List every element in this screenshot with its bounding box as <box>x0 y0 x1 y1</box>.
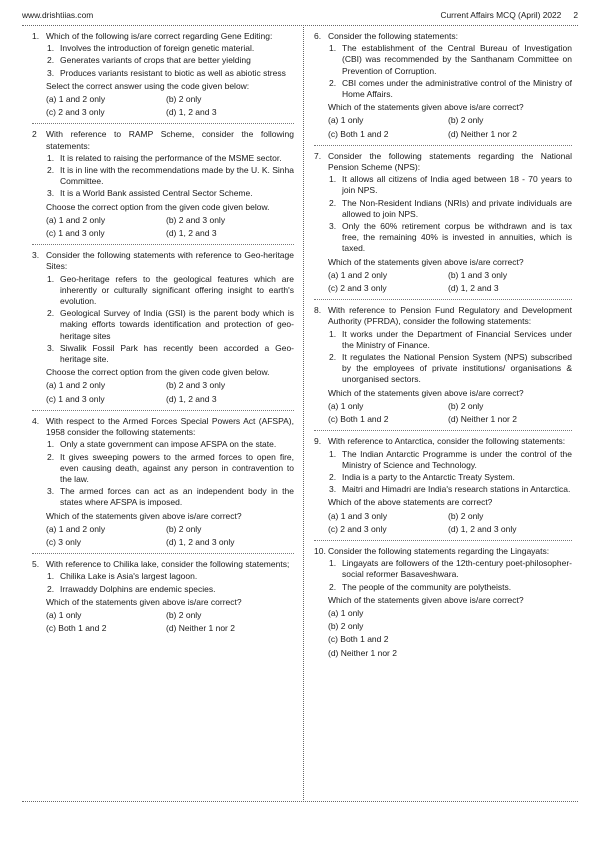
statement-number: 2. <box>47 451 55 462</box>
question-body <box>314 329 572 426</box>
statement-text: It is related to raising the performance of the MSME sector. <box>60 152 282 163</box>
question-separator <box>32 123 294 124</box>
statement-text: The Non-Resident Indians (NRIs) and private individuals are allowed to join NPS. <box>342 197 572 219</box>
statement-text: Chilika Lake is Asia's largest lagoon. <box>60 571 198 582</box>
answer-option: (b) 2 only <box>166 523 202 534</box>
question-number: 7. <box>314 150 322 161</box>
statement-item <box>328 43 572 77</box>
statement-item <box>328 329 572 351</box>
answer-option: (a) 1 and 2 only <box>328 269 388 280</box>
question-number: 9. <box>314 436 322 447</box>
question-header <box>314 151 572 173</box>
question-text: With reference to Antarctica, consider the following statements: <box>328 436 566 447</box>
statement-number: 1. <box>329 174 337 185</box>
statement-number: 3. <box>329 484 337 495</box>
question-separator <box>32 244 294 245</box>
answer-option: (a) 1 only <box>328 607 364 618</box>
statement-text: It is a World Bank assisted Central Sector Scheme. <box>60 188 253 199</box>
statement-item <box>46 153 294 164</box>
statement-item <box>46 486 294 508</box>
question-block <box>314 436 572 535</box>
statement-text: Generates variants of crops that are better yielding <box>60 55 251 66</box>
answer-option: (a) 1 and 2 only <box>46 523 106 534</box>
answer-option: (d) 1, 2 and 3 <box>166 393 217 404</box>
question-header <box>314 546 572 557</box>
answer-option: (a) 1 only <box>328 115 364 126</box>
statement-number: 3. <box>47 67 55 78</box>
question-prompt: Which of the statements given above is/are correct? <box>46 596 242 607</box>
question-separator <box>32 410 294 411</box>
question-header <box>32 250 294 272</box>
statement-text: It allows all citizens of India aged between 18 - 70 years to join NPS. <box>342 174 572 196</box>
statement-number: 2. <box>47 165 55 176</box>
question-number: 1. <box>32 31 40 41</box>
answer-option: (c) 1 and 3 only <box>46 393 105 404</box>
answer-option: (b) 2 only <box>448 400 484 411</box>
statement-text: Geo-heritage refers to the geological features which are inherently or culturally significant offering insight to earth's evolution. <box>60 273 294 307</box>
question-header <box>32 559 294 570</box>
question-header <box>32 31 294 42</box>
statement-text: Maitri and Himadri are India's research stations in Antarctica. <box>342 484 571 495</box>
left-column <box>32 31 294 638</box>
statement-text: The establishment of the Central Bureau of Investigation (CBI) was recommended by the Santhanam Committee on Prevention of Corruption. <box>342 43 572 76</box>
question-body <box>314 558 572 659</box>
question-text: Which of the following is/are correct regarding Gene Editing: <box>46 31 273 41</box>
statement-number: 3. <box>329 221 337 232</box>
statement-item <box>328 221 572 255</box>
question-header <box>32 416 294 438</box>
question-number: 8. <box>314 305 322 316</box>
question-separator <box>32 553 294 554</box>
question-block <box>32 559 294 634</box>
question-header <box>314 305 572 327</box>
question-block <box>314 546 572 659</box>
statement-text: Geological Survey of India (GSI) is the parent body which is making efforts towards identification and protection of geo-heritage sites <box>60 308 294 341</box>
question-text: Consider the following statements regarding the National Pension Scheme (NPS): <box>328 150 572 173</box>
statement-item <box>46 274 294 308</box>
question-header <box>314 436 572 447</box>
question-prompt: Choose the correct option from the given code given below. <box>46 201 270 212</box>
question-body <box>32 43 294 118</box>
answer-options <box>46 380 294 404</box>
statement-number: 1. <box>47 273 55 284</box>
statement-item <box>328 352 572 386</box>
question-text: With reference to Chilika lake, consider the following statements; <box>46 559 290 570</box>
answer-option: (c) 1 and 3 only <box>46 228 105 239</box>
answer-option: (d) Neither 1 nor 2 <box>448 128 517 139</box>
answer-option: (b) 1 and 3 only <box>448 269 508 280</box>
statement-number: 1. <box>47 43 55 54</box>
question-body <box>32 439 294 548</box>
answer-option: (d) 1, 2 and 3 only <box>448 523 517 534</box>
question-text: With reference to RAMP Scheme, consider the following statements: <box>46 129 294 151</box>
header-right <box>440 10 578 20</box>
question-prompt: Which of the statements given above is/are correct? <box>46 510 242 521</box>
question-number: 6. <box>314 31 322 41</box>
statement-item <box>46 55 294 66</box>
statement-text: It is in line with the recommendations made by the U. K. Sinha Committee. <box>60 165 294 187</box>
statement-number: 3. <box>47 342 55 353</box>
answer-option: (c) 2 and 3 only <box>328 283 387 294</box>
question-separator <box>314 430 572 431</box>
statement-item <box>46 68 294 79</box>
question-separator <box>314 540 572 541</box>
statement-number: 3. <box>47 486 55 497</box>
statement-item <box>328 582 572 593</box>
statement-text: Siwalik Fossil Park has recently been accorded a Geo-heritage site. <box>60 342 294 365</box>
answer-option: (c) 2 and 3 only <box>46 107 105 118</box>
statement-text: It works under the Department of Financial Services under the Ministry of Finance. <box>342 328 572 350</box>
question-body <box>314 449 572 535</box>
answer-option: (b) 2 only <box>328 621 364 632</box>
question-number: 2 <box>32 129 37 140</box>
question-text: With reference to Pension Fund Regulatory and Development Authority (PFRDA), consider the following statements: <box>328 305 572 327</box>
answer-option: (d) 1, 2 and 3 <box>166 107 217 118</box>
question-prompt: Select the correct answer using the code given below: <box>46 80 250 91</box>
statement-item <box>46 165 294 187</box>
answer-option: (a) 1 and 3 only <box>328 510 388 521</box>
question-text: Consider the following statements with reference to Geo-heritage Sites: <box>46 250 294 272</box>
statement-number: 2. <box>329 352 337 363</box>
question-prompt: Which of the above statements are correct? <box>328 497 493 508</box>
answer-option: (c) Both 1 and 2 <box>46 623 107 634</box>
answer-option: (b) 2 only <box>166 94 202 105</box>
answer-option: (c) Both 1 and 2 <box>328 414 389 425</box>
answer-options <box>328 270 572 294</box>
statement-item <box>46 308 294 342</box>
statement-text: India is a party to the Antarctic Treaty System. <box>342 471 515 482</box>
answer-option: (d) 1, 2 and 3 <box>166 228 217 239</box>
question-separator <box>314 145 572 146</box>
statement-text: CBI comes under the administrative control of the Ministry of Home Affairs. <box>342 77 572 100</box>
question-header <box>314 31 572 42</box>
statement-number: 1. <box>47 439 55 450</box>
answer-options <box>46 610 294 634</box>
answer-option: (c) Both 1 and 2 <box>328 634 389 645</box>
answer-option: (a) 1 only <box>46 609 82 620</box>
statement-text: Produces variants resistant to biotic as well as abiotic stress <box>60 67 286 78</box>
statement-number: 2. <box>47 308 55 319</box>
statement-text: The Indian Antarctic Programme is under the control of the Ministry of Science and Technology. <box>342 448 572 470</box>
statement-item <box>46 439 294 450</box>
question-prompt: Which of the statements given above is/are correct? <box>328 102 524 113</box>
answer-option: (b) 2 only <box>448 510 484 521</box>
statement-item <box>46 188 294 199</box>
answer-options <box>328 608 572 659</box>
answer-option: (d) Neither 1 nor 2 <box>448 414 517 425</box>
statement-item <box>328 78 572 100</box>
question-prompt: Which of the statements given above is/are correct? <box>328 256 524 267</box>
answer-option: (b) 2 only <box>166 609 202 620</box>
statement-text: The people of the community are polytheists. <box>342 581 512 592</box>
page-number: 2 <box>573 10 578 20</box>
question-block <box>314 151 572 294</box>
statement-text: It regulates the National Pension System (NPS) subscribed by the employees of private institutions/ organisations & unorganised sectors. <box>342 352 572 385</box>
question-block <box>32 416 294 548</box>
question-block <box>314 31 572 140</box>
question-number: 3. <box>32 250 40 261</box>
question-body <box>32 153 294 239</box>
site-url[interactable]: www.drishtiias.com <box>22 10 94 20</box>
statement-text: Lingayats are followers of the 12th-century poet-philosopher-social reformer Basaveshwara. <box>342 558 572 580</box>
statement-text: Involves the introduction of foreign genetic material. <box>60 43 255 54</box>
question-prompt: Choose the correct option from the given code given below. <box>46 367 270 378</box>
statement-number: 1. <box>329 448 337 459</box>
question-header <box>32 129 294 151</box>
statement-number: 1. <box>329 558 337 569</box>
statement-item <box>328 198 572 220</box>
question-text: With respect to the Armed Forces Special Powers Act (AFSPA), 1958 consider the following statements: <box>46 415 294 438</box>
answer-options <box>328 401 572 425</box>
question-prompt: Which of the statements given above is/are correct? <box>328 387 524 398</box>
answer-options <box>46 215 294 239</box>
statement-text: Only a state government can impose AFSPA on the state. <box>60 439 277 450</box>
question-block <box>32 129 294 239</box>
statement-number: 2. <box>47 583 55 594</box>
statement-number: 1. <box>47 571 55 582</box>
statement-number: 2. <box>329 581 337 592</box>
answer-options <box>328 511 572 535</box>
question-number: 5. <box>32 559 40 570</box>
statement-number: 1. <box>329 328 337 339</box>
statement-item <box>46 584 294 595</box>
document-title: Current Affairs MCQ (April) 2022 <box>440 10 562 20</box>
answer-option: (b) 2 only <box>448 115 484 126</box>
statement-item <box>328 449 572 471</box>
statement-text: Only the 60% retirement corpus be withdrawn and is tax free, the remaining 40% is invested in annuities, which is taxed. <box>342 221 572 254</box>
statement-item <box>46 571 294 582</box>
statement-item <box>328 174 572 196</box>
statement-number: 2. <box>329 197 337 208</box>
column-divider <box>303 25 304 802</box>
question-block <box>32 250 294 405</box>
statement-item <box>46 43 294 54</box>
answer-options <box>46 94 294 118</box>
question-block <box>32 31 294 118</box>
question-number: 4. <box>32 415 40 426</box>
statement-text: It gives sweeping powers to the armed forces to open fire, even causing death, against any person in contravention to the law. <box>60 451 294 484</box>
answer-option: (a) 1 and 2 only <box>46 94 106 105</box>
statement-item <box>328 484 572 495</box>
answer-option: (d) Neither 1 nor 2 <box>166 623 235 634</box>
statement-number: 2. <box>47 55 55 66</box>
question-body <box>32 571 294 634</box>
statement-number: 2. <box>329 77 337 88</box>
answer-option: (d) 1, 2 and 3 only <box>166 536 235 547</box>
answer-option: (c) 2 and 3 only <box>328 523 387 534</box>
question-body <box>32 274 294 405</box>
statement-item <box>328 558 572 580</box>
question-text: Consider the following statements regarding the Lingayats: <box>328 545 550 556</box>
question-body <box>314 174 572 294</box>
question-body <box>314 43 572 140</box>
statement-number: 1. <box>47 152 55 163</box>
answer-option: (b) 2 and 3 only <box>166 380 226 391</box>
answer-option: (d) Neither 1 nor 2 <box>328 647 397 658</box>
question-text: Consider the following statements: <box>328 31 458 41</box>
question-block <box>314 305 572 425</box>
statement-text: The armed forces can act as an independent body in the states where AFSPA is imposed. <box>60 486 294 508</box>
answer-option: (d) 1, 2 and 3 <box>448 283 499 294</box>
answer-options <box>46 524 294 548</box>
statement-number: 1. <box>329 43 337 54</box>
statement-number: 3. <box>47 188 55 199</box>
answer-option: (a) 1 and 2 only <box>46 380 106 391</box>
right-column <box>314 31 572 663</box>
question-number: 10. <box>314 545 326 556</box>
statement-item <box>46 452 294 486</box>
statement-item <box>328 472 572 483</box>
answer-option: (a) 1 and 2 only <box>46 214 106 225</box>
statement-text: Irrawaddy Dolphins are endemic species. <box>60 583 216 594</box>
answer-option: (c) 3 only <box>46 536 81 547</box>
answer-options <box>328 115 572 139</box>
statement-number: 2. <box>329 471 337 482</box>
page-header <box>22 8 578 22</box>
answer-option: (a) 1 only <box>328 400 364 411</box>
question-prompt: Which of the statements given above is/are correct? <box>328 594 524 605</box>
answer-option: (c) Both 1 and 2 <box>328 128 389 139</box>
statement-item <box>46 343 294 365</box>
question-separator <box>314 299 572 300</box>
answer-option: (b) 2 and 3 only <box>166 214 226 225</box>
